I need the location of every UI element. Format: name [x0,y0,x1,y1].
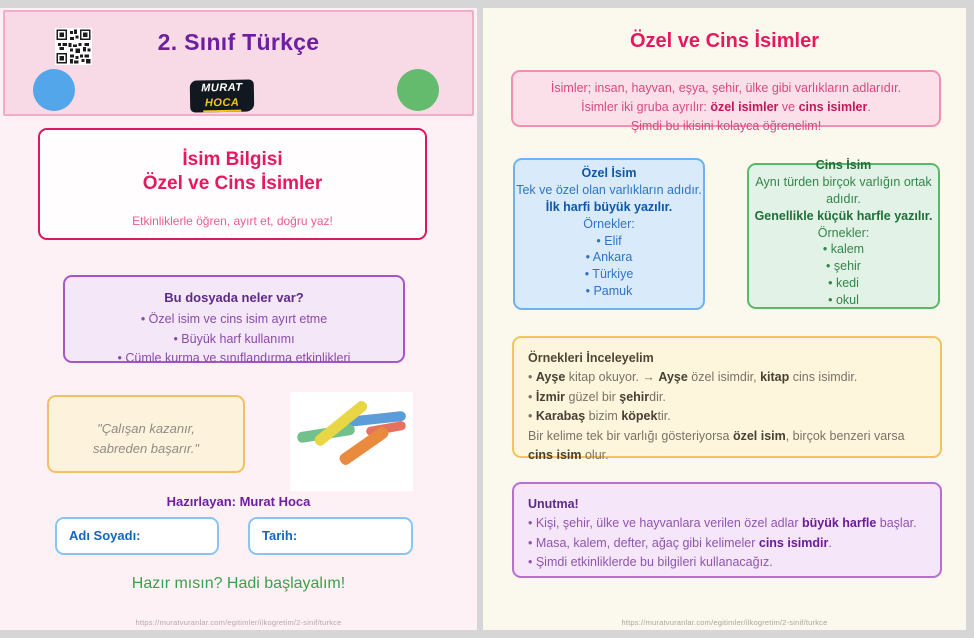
ozel-isim-title: Özel İsim [581,166,637,180]
murat-hoca-logo [190,79,255,112]
intro-line: İsimler iki gruba ayrılır: özel isimler ve cins isimler. [581,99,871,114]
remember-line: • Şimdi etkinliklerde bu bilgileri kullanacağız. [528,555,773,570]
contents-item: • Büyük harf kullanımı [173,331,295,346]
quote-line: "Çalışan kazanır, [97,421,195,436]
page-title: 2. Sınıf Türkçe [157,29,320,55]
example-item: • Türkiye [584,267,634,282]
intro-box [511,70,941,133]
worksheet-subtitle: Etkinliklerle öğren, ayırt et, doğru yaz! [132,213,333,228]
date-field-label: Tarih: [262,528,298,543]
ozel-isim-desc: Tek ve özel olan varlıkların adıdır. [516,182,702,197]
contents-item: • Özel isim ve cins isim ayırt etme [140,312,328,327]
worksheet-title-line2: Özel ve Cins İsimler [142,172,323,194]
example-item: • Pamuk [585,284,633,299]
contents-box [63,275,405,363]
example-item: • Ankara [585,250,633,265]
name-field-label: Adı Soyadı: [69,528,141,543]
example-item: • okul [828,293,859,307]
intro-line: İsimler; insan, hayvan, eşya, şehir, ülke gibi varlıkların adlarıdır. [550,81,902,95]
remember-box [512,482,942,578]
examples-line: Bir kelime tek bir varlığı gösteriyorsa özel isim, birçok benzeri varsa cins isim olur. [528,428,905,462]
examples-line: • Ayşe kitap okuyor. → Ayşe özel isimdir, kitap cins isimdir. [528,370,858,385]
logo-text-bottom: HOCA [203,97,242,113]
cover-page [0,8,477,630]
name-field[interactable] [55,517,219,555]
blue-dot [33,69,75,111]
worksheet-title-box [38,128,427,240]
examples-title: Örnekleri İnceleyelim [528,351,654,365]
example-item: • şehir [826,259,861,274]
cins-isim-desc: Aynı türden birçok varlığın ortak adıdır. [755,174,932,206]
remember-line: • Masa, kalem, defter, ağaç gibi kelimeler cins isimdir. [528,535,832,550]
example-item: • kedi [828,276,859,291]
examples-box [512,336,942,462]
example-item: • Elif [596,233,622,248]
cins-isim-content [749,157,938,309]
ozel-isim-rule: İlk harfi büyük yazılır. [545,199,673,214]
prepared-by: Hazırlayan: Murat Hoca [166,494,311,509]
examples-line: • Karabaş bizim köpektir. [528,409,671,424]
remember-title: Unutma! [528,497,579,511]
quote-line: sabreden başarır." [92,440,200,456]
cta-text: Hazır mısın? Hadi başlayalım! [131,575,346,592]
chalk-photo [290,392,413,491]
cins-isim-title: Cins İsim [815,158,872,172]
contents-title: Bu dosyada neler var? [164,290,304,305]
examples-label: Örnekler: [583,216,635,231]
ozel-isim-box [513,158,705,310]
examples-label: Örnekler: [817,225,870,240]
examples-line: • İzmir güzel bir şehirdir. [528,389,666,404]
quote-box [47,395,245,473]
footer-url: https://muratvuranlar.com/egitimler/ilkogretim/2-sinif/turkce [135,618,342,627]
remember-line: • Kişi, şehir, ülke ve hayvanlara verilen özel adlar büyük harfle başlar. [528,516,917,531]
example-item: • kalem [822,242,865,257]
contents-item: • Cümle kurma ve sınıflandırma etkinlikleri [117,350,351,365]
intro-line: Şimdi bu ikisini kolayca öğrenelim! [630,118,822,133]
logo-text-top: MURAT [201,81,243,95]
green-dot [397,69,439,111]
date-field[interactable] [248,517,413,555]
footer-url: https://muratvuranlar.com/egitimler/ilkogretim/2-sinif/turkce [621,618,828,627]
cins-isim-rule: Genellikle küçük harfle yazılır. [754,208,933,223]
info-page [483,8,966,630]
cins-isim-box [747,158,940,309]
info-page-title: Özel ve Cins İsimler [630,30,819,52]
header-band [3,10,474,116]
worksheet-title-line1: İsim Bilgisi [182,149,283,170]
